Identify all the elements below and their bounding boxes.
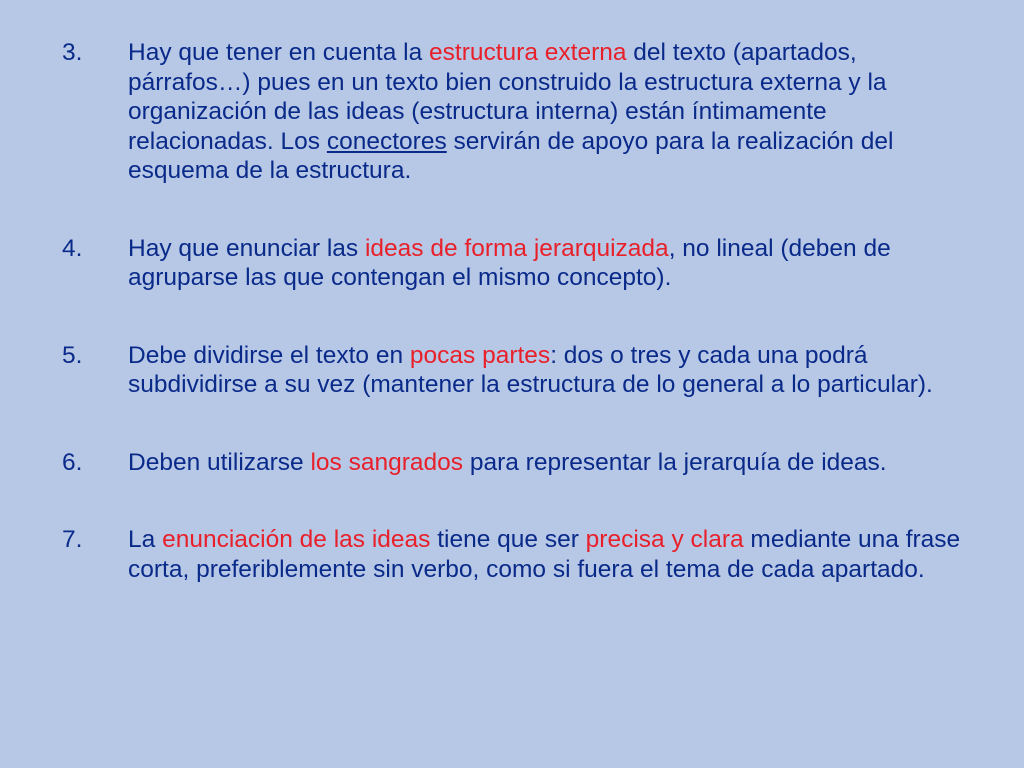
text-segment: La xyxy=(128,526,163,553)
text-segment: Hay que tener en cuenta la xyxy=(128,39,430,66)
highlight-segment: precisa y clara xyxy=(585,526,744,553)
text-segment: Hay que enunciar las xyxy=(128,234,365,262)
text-segment: servirán de apoyo para la realización del esquema de la estructura. xyxy=(128,127,894,184)
text-segment: para representar la jerarquía de ideas. xyxy=(463,448,887,476)
text-segment: del texto (apartados, párrafos…) pues en un texto bien construido la estructura externa y la organización de las ideas (estructura interna) están íntimamente relacionadas. Los xyxy=(128,39,887,155)
item-number: 5. xyxy=(62,341,83,369)
item-number: 7. xyxy=(62,526,83,553)
item-text xyxy=(128,448,962,478)
text-segment: Deben utilizarse xyxy=(128,448,311,476)
list-item xyxy=(62,525,962,584)
item-number: 3. xyxy=(62,39,83,66)
highlight-segment: estructura externa xyxy=(429,39,627,66)
list-item xyxy=(62,234,962,293)
text-segment: , no lineal (deben de agruparse las que contengan el mismo concepto). xyxy=(128,234,891,291)
item-text xyxy=(128,525,962,584)
highlight-segment: pocas partes xyxy=(409,341,551,369)
list-item xyxy=(62,38,962,186)
item-text xyxy=(128,341,962,400)
numbered-list xyxy=(62,38,962,584)
text-segment: Debe dividirse el texto en xyxy=(128,341,410,369)
item-number: 6. xyxy=(62,448,83,476)
list-item xyxy=(62,341,962,400)
item-number: 4. xyxy=(62,234,83,262)
text-segment: tiene que ser xyxy=(430,526,586,553)
highlight-segment: los sangrados xyxy=(310,448,464,476)
text-segment: : dos o tres y cada una podrá subdividirse a su vez (mantener la estructura de lo general a lo particular). xyxy=(128,341,933,398)
item-text xyxy=(128,234,962,293)
item-text xyxy=(128,38,962,186)
text-segment: mediante una frase corta, preferiblemente sin verbo, como si fuera el tema de cada apartado. xyxy=(128,526,961,583)
highlight-segment: enunciación de las ideas xyxy=(162,526,431,553)
underlined-segment: conectores xyxy=(326,127,447,155)
list-item xyxy=(62,448,962,478)
highlight-segment: ideas de forma jerarquizada xyxy=(364,234,669,262)
